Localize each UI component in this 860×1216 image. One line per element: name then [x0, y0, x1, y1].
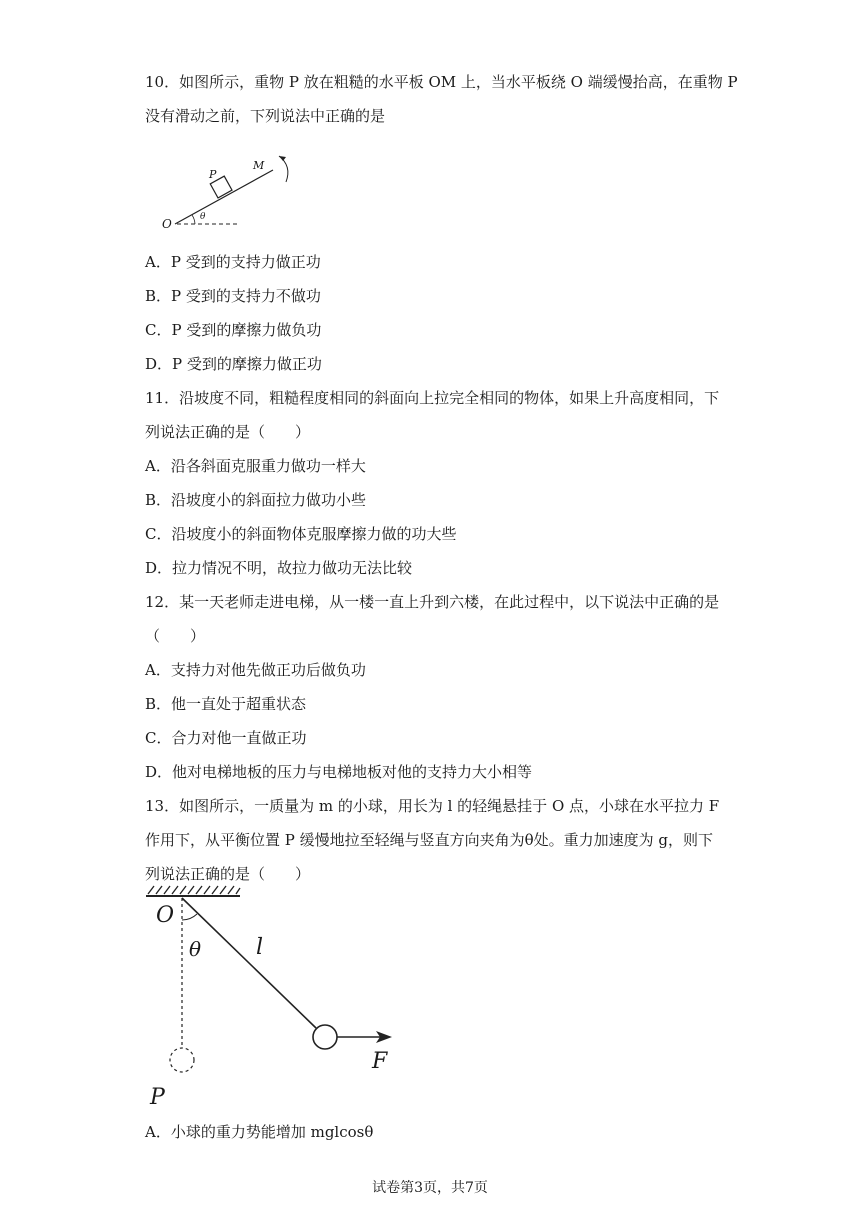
q10-label-theta: θ — [200, 212, 206, 222]
q11-stem-line-1: 11．沿坡度不同，粗糙程度相同的斜面向上拉完全相同的物体，如果上升高度相同，下 — [145, 389, 720, 407]
q12-option-a[interactable]: A．支持力对他先做正功后做负功 — [145, 661, 366, 679]
q13-label-O: O — [156, 903, 175, 928]
q13-label-l: l — [256, 935, 264, 960]
q10-label-P: P — [209, 168, 217, 181]
q10-figure-incline — [155, 148, 305, 233]
q11-option-c[interactable]: C．沿坡度小的斜面物体克服摩擦力做的功大些 — [145, 525, 457, 543]
q13-stem-line-3: 列说法正确的是（ ） — [145, 865, 311, 883]
q13-label-P: P — [150, 1085, 165, 1110]
q10-stem-line-2: 没有滑动之前，下列说法中正确的是 — [145, 107, 386, 125]
q13-label-theta: θ — [189, 937, 202, 961]
q11-option-b[interactable]: B．沿坡度小的斜面拉力做功小些 — [145, 491, 367, 509]
q13-stem-line-2: 作用下，从平衡位置 P 缓慢地拉至轻绳与竖直方向夹角为θ处。重力加速度为 g，则下 — [145, 831, 714, 849]
page-footer: 试卷第3页，共7页 — [372, 1180, 488, 1196]
q13-figure-pendulum — [140, 880, 410, 1110]
q10-option-d[interactable]: D．P 受到的摩擦力做正功 — [145, 355, 322, 373]
q10-option-c[interactable]: C．P 受到的摩擦力做负功 — [145, 321, 322, 339]
q10-option-a[interactable]: A．P 受到的支持力做正功 — [145, 253, 321, 271]
q12-option-d[interactable]: D．他对电梯地板的压力与电梯地板对他的支持力大小相等 — [145, 763, 533, 781]
q10-label-M: M — [253, 159, 265, 172]
q10-stem-line-1: 10．如图所示，重物 P 放在粗糙的水平板 OM 上，当水平板绕 O 端缓慢抬高，在重物 P — [145, 73, 738, 91]
q12-stem-line-2: （ ） — [145, 627, 206, 645]
q11-stem-line-2: 列说法正确的是（ ） — [145, 423, 311, 441]
q13-label-F: F — [372, 1049, 388, 1074]
q12-option-c[interactable]: C．合力对他一直做正功 — [145, 729, 307, 747]
q13-stem-line-1: 13．如图所示，一质量为 m 的小球，用长为 l 的轻绳悬挂于 O 点，小球在水平拉力 F — [145, 797, 720, 815]
q12-stem-line-1: 12．某一天老师走进电梯，从一楼一直上升到六楼，在此过程中，以下说法中正确的是 — [145, 593, 720, 611]
q11-option-a[interactable]: A．沿各斜面克服重力做功一样大 — [145, 457, 366, 475]
q10-option-b[interactable]: B．P 受到的支持力不做功 — [145, 287, 321, 305]
q10-label-O: O — [162, 217, 172, 231]
q11-option-d[interactable]: D．拉力情况不明，故拉力做功无法比较 — [145, 559, 413, 577]
q12-option-b[interactable]: B．他一直处于超重状态 — [145, 695, 307, 713]
q13-option-a[interactable]: A．小球的重力势能增加 mglcosθ — [145, 1123, 374, 1141]
